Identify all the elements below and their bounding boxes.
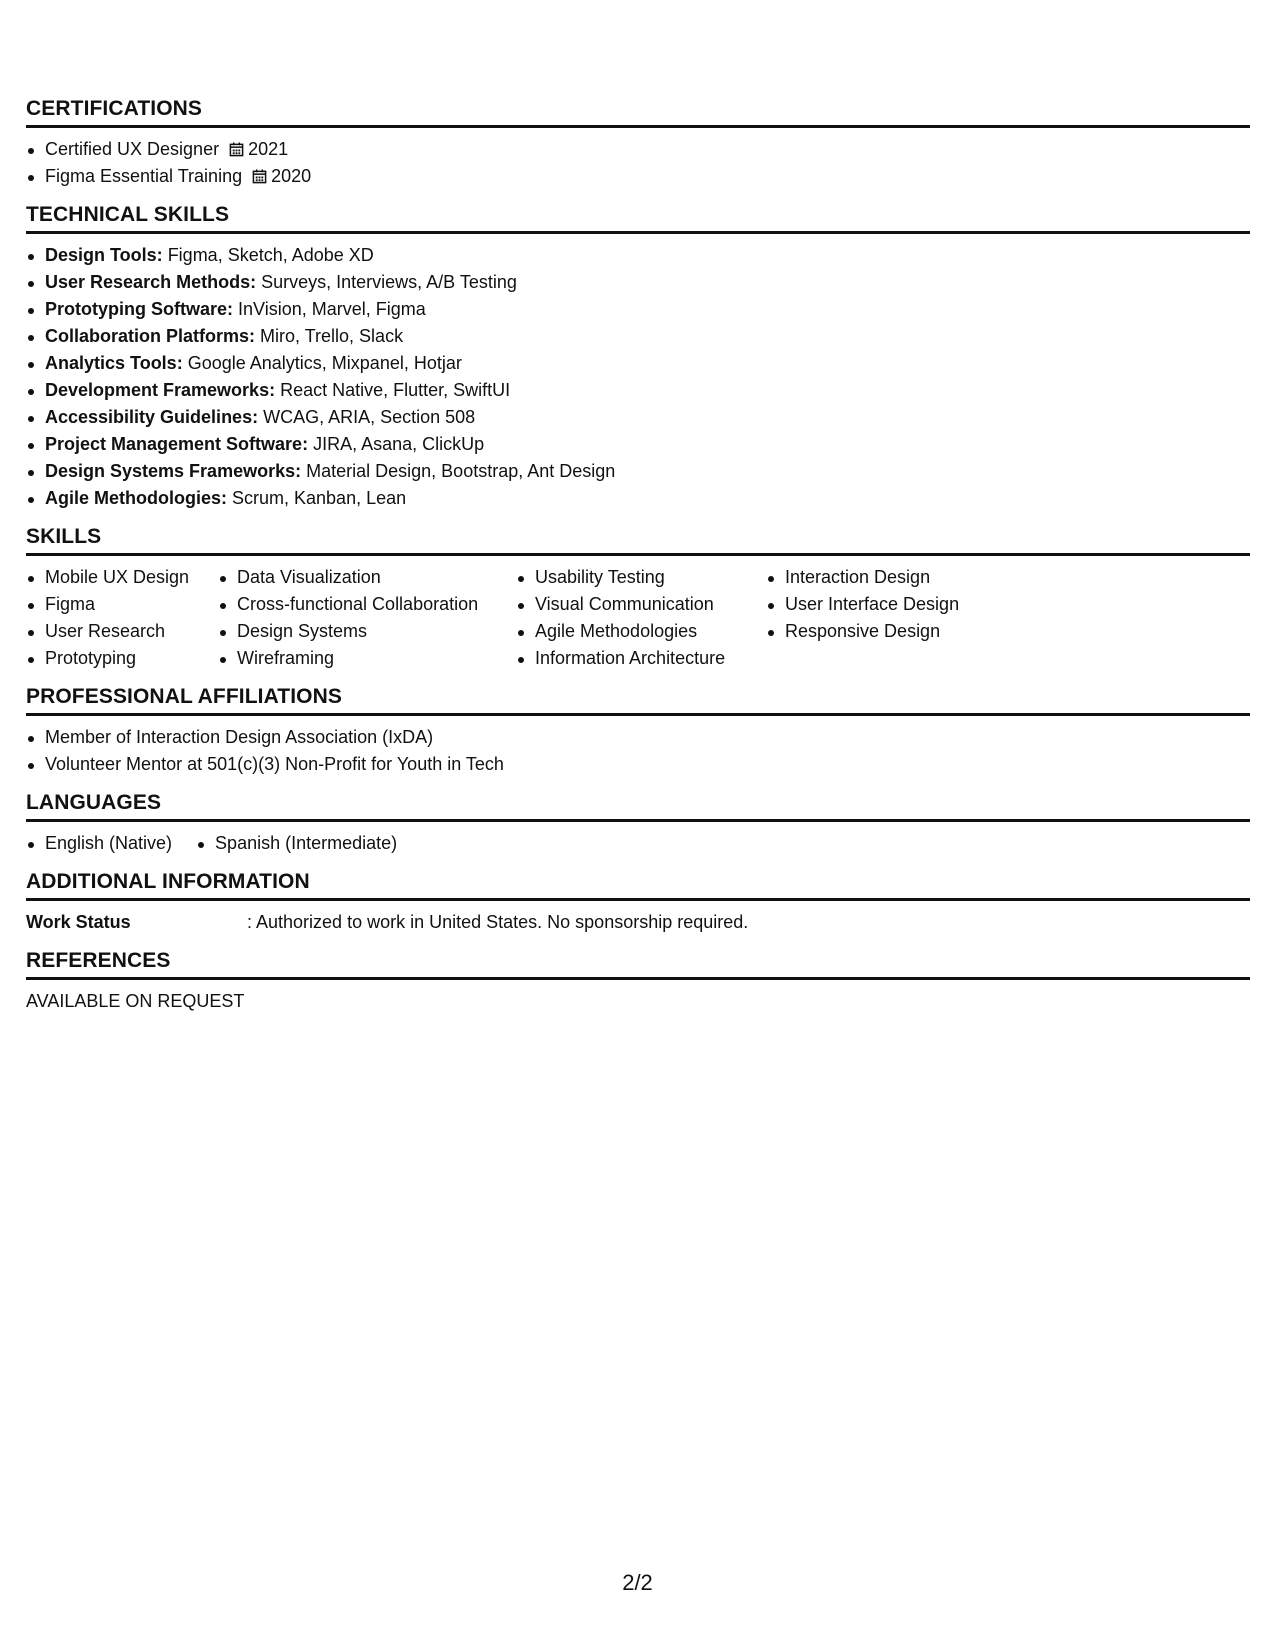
work-status-row bbox=[26, 909, 1250, 936]
skill-value: InVision, Marvel, Figma bbox=[238, 299, 426, 319]
skill-item: Wireframing bbox=[218, 645, 494, 672]
skill-label: Agile Methodologies: bbox=[45, 488, 227, 508]
skill-item: Design Systems bbox=[218, 618, 494, 645]
skill-item: Usability Testing bbox=[516, 564, 744, 591]
technical-skills-list bbox=[26, 242, 1250, 512]
section-divider bbox=[26, 553, 1250, 556]
skill-value: WCAG, ARIA, Section 508 bbox=[263, 407, 476, 427]
skill-value: Miro, Trello, Slack bbox=[260, 326, 404, 346]
skill-value: Figma, Sketch, Adobe XD bbox=[167, 245, 374, 265]
certifications-list bbox=[26, 136, 1250, 190]
skill-label: Design Tools: bbox=[45, 245, 163, 265]
language-item: English (Native) bbox=[26, 830, 172, 857]
page-number: 2/2 bbox=[622, 1570, 653, 1595]
affiliation-item: Member of Interaction Design Association (IxDA) bbox=[26, 724, 1250, 751]
skill-item: Data Visualization bbox=[218, 564, 494, 591]
technical-skill-item bbox=[26, 350, 1250, 377]
technical-skills-section bbox=[26, 202, 1250, 512]
section-title: PROFESSIONAL AFFILIATIONS bbox=[26, 685, 342, 708]
references-section bbox=[26, 948, 1250, 1015]
skill-value: React Native, Flutter, SwiftUI bbox=[280, 380, 511, 400]
section-title: ADDITIONAL INFORMATION bbox=[26, 870, 310, 893]
skills-column bbox=[766, 564, 959, 672]
skill-label: User Research Methods: bbox=[45, 272, 257, 292]
references-text: AVAILABLE ON REQUEST bbox=[26, 991, 245, 1011]
skills-section bbox=[26, 524, 1250, 672]
section-divider bbox=[26, 977, 1250, 980]
affiliations-section bbox=[26, 684, 1250, 778]
section-divider bbox=[26, 898, 1250, 901]
section-title: LANGUAGES bbox=[26, 791, 162, 814]
technical-skill-item bbox=[26, 431, 1250, 458]
skill-label: Analytics Tools: bbox=[45, 353, 183, 373]
skill-item: Responsive Design bbox=[766, 618, 959, 645]
technical-skill-item bbox=[26, 269, 1250, 296]
skill-value: Material Design, Bootstrap, Ant Design bbox=[306, 461, 616, 481]
certification-item bbox=[26, 136, 1250, 163]
work-status-value: : Authorized to work in United States. No sponsorship required. bbox=[247, 912, 749, 932]
skill-value: JIRA, Asana, ClickUp bbox=[313, 434, 485, 454]
section-title: TECHNICAL SKILLS bbox=[26, 203, 230, 226]
languages-list bbox=[26, 830, 1250, 857]
skills-column bbox=[26, 564, 196, 672]
technical-skill-item bbox=[26, 485, 1250, 512]
affiliations-list bbox=[26, 724, 1250, 778]
languages-section bbox=[26, 790, 1250, 857]
certification-name: Certified UX Designer bbox=[45, 139, 220, 159]
skill-item: Agile Methodologies bbox=[516, 618, 744, 645]
skill-label: Accessibility Guidelines: bbox=[45, 407, 259, 427]
language-item: Spanish (Intermediate) bbox=[196, 830, 397, 857]
skill-label: Project Management Software: bbox=[45, 434, 309, 454]
skill-item: User Interface Design bbox=[766, 591, 959, 618]
technical-skill-item bbox=[26, 242, 1250, 269]
skill-item: User Research bbox=[26, 618, 196, 645]
skill-item: Information Architecture bbox=[516, 645, 744, 672]
section-title: CERTIFICATIONS bbox=[26, 97, 203, 120]
section-divider bbox=[26, 231, 1250, 234]
technical-skill-item bbox=[26, 458, 1250, 485]
certification-year: 2020 bbox=[271, 166, 312, 186]
calendar-icon bbox=[252, 169, 267, 184]
work-status-label: Work Status bbox=[26, 912, 131, 932]
skill-label: Collaboration Platforms: bbox=[45, 326, 256, 346]
skill-item: Interaction Design bbox=[766, 564, 959, 591]
skill-item: Mobile UX Design bbox=[26, 564, 196, 591]
section-divider bbox=[26, 713, 1250, 716]
section-divider bbox=[26, 125, 1250, 128]
certification-item bbox=[26, 163, 1250, 190]
affiliation-item: Volunteer Mentor at 501(c)(3) Non-Profit for Youth in Tech bbox=[26, 751, 1250, 778]
technical-skill-item bbox=[26, 404, 1250, 431]
skill-label: Design Systems Frameworks: bbox=[45, 461, 302, 481]
technical-skill-item bbox=[26, 296, 1250, 323]
skills-column bbox=[218, 564, 494, 672]
section-divider bbox=[26, 819, 1250, 822]
technical-skill-item bbox=[26, 377, 1250, 404]
section-title: REFERENCES bbox=[26, 949, 171, 972]
skill-label: Prototyping Software: bbox=[45, 299, 233, 319]
skill-item: Figma bbox=[26, 591, 196, 618]
resume-page bbox=[26, 96, 1250, 1015]
certifications-section bbox=[26, 96, 1250, 190]
additional-info-section bbox=[26, 869, 1250, 936]
skill-item: Prototyping bbox=[26, 645, 196, 672]
section-title: SKILLS bbox=[26, 525, 102, 548]
technical-skill-item bbox=[26, 323, 1250, 350]
skills-grid bbox=[26, 564, 1250, 672]
skill-value: Scrum, Kanban, Lean bbox=[232, 488, 407, 508]
calendar-icon bbox=[229, 142, 244, 157]
certification-year: 2021 bbox=[248, 139, 289, 159]
skill-label: Development Frameworks: bbox=[45, 380, 276, 400]
skills-column bbox=[516, 564, 744, 672]
certification-name: Figma Essential Training bbox=[45, 166, 243, 186]
skill-value: Surveys, Interviews, A/B Testing bbox=[261, 272, 517, 292]
skill-item: Visual Communication bbox=[516, 591, 744, 618]
skill-item: Cross-functional Collaboration bbox=[218, 591, 494, 618]
skill-value: Google Analytics, Mixpanel, Hotjar bbox=[187, 353, 462, 373]
